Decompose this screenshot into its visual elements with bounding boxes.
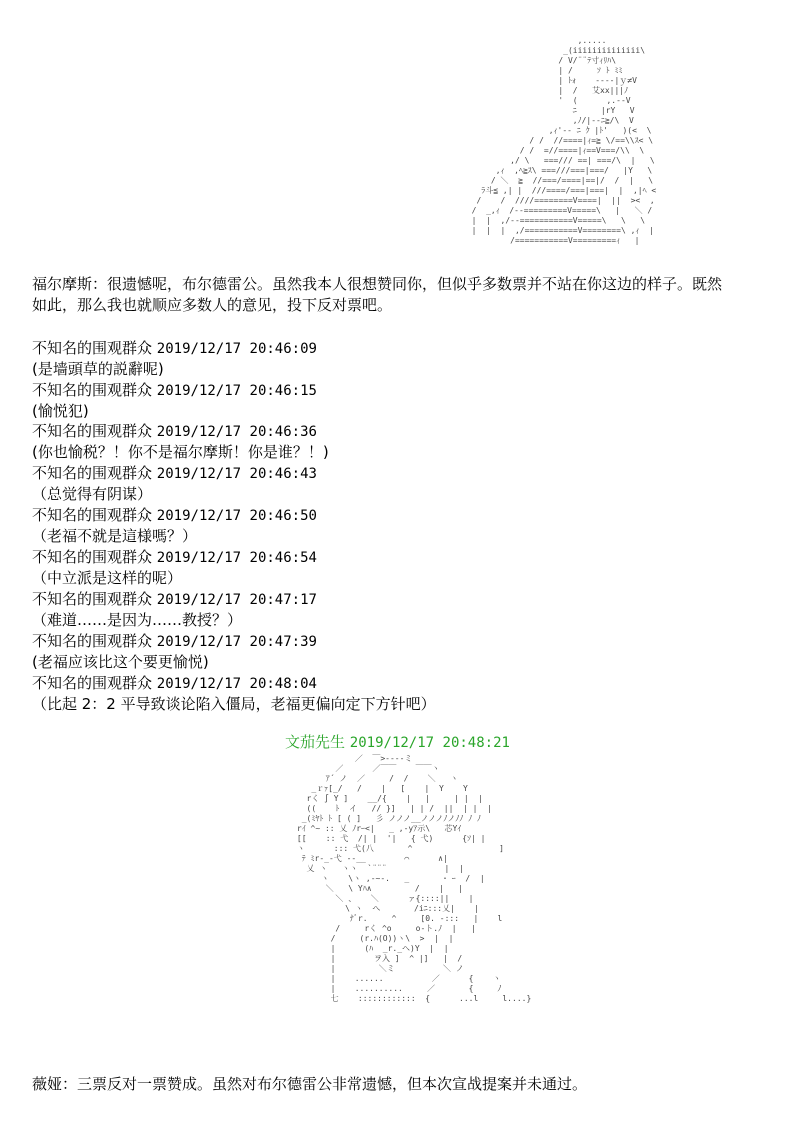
ascii-art-holmes: ,..... _(iiiiiiiiiiiiii\ / V/¨¨ﾃ寸ｨﾘﾊ\ | / ｿ ﾄ ﾐﾐ | ﾄｫ ----|ｙ≠V | / 艾xx|||ﾉ ' ( ,.--V ﾆ |rY V ,ﾉ/|--ﾆ≧/\ V ,ｨ'-- ﾆ ｸ |ﾄ' )(< \ / / //====|ｨ=≧ \/==\\ｽ< \ / / =//====|ｨ==V===/\\ \ ,/ \ ===/// ==| ===/\ | \ ,ｨ ,ﾍ≧ｽ\ ===///===|===/ |Y \ / ＼ ≧ //===/====|==|/ / | \ ﾗ斗≦ ,| | ///====/===|===| | ,|ﾍ < / / ////========V====| || >< , / _,ｨ /--=========V=====\ | ＼ / | | ,/--===========V=====\ \ \ | | | ,/===========V========\ ,ｨ | /===========V=========ｨ | [471,36,657,245]
comment-header: 不知名的围观群众 2019/12/17 20:46:09 [32,339,317,357]
comment-header: 不知名的围观群众 2019/12/17 20:46:54 [32,548,317,566]
comment-text: （比起 2：2 平导致谈论陷入僵局，老福更偏向定下方针吧） [32,695,436,713]
comment-header: 不知名的围观群众 2019/12/17 20:46:15 [32,381,317,399]
dialogue-text: 很遗憾呢，布尔德雷公。虽然我本人很想赞同你，但似乎多数票并不站在你这边的样子。既然 [107,275,723,293]
speaker-holmes: 福尔摩斯： [32,275,108,293]
comment-header: 不知名的围观群众 2019/12/17 20:46:36 [32,422,317,440]
comment-text: （总觉得有阴谋） [32,485,153,503]
via-dialogue-line [32,1074,587,1094]
comment-text: (是墙頭草的説辭呢) [32,360,164,378]
comment-text: (你也愉税？！你不是福尔摩斯！你是谁？！) [32,443,329,461]
comment-header: 不知名的围观群众 2019/12/17 20:47:17 [32,590,317,608]
comment-text: (愉悦犯) [32,402,89,420]
ascii-art-via: ／ ￣>‐---ミ ／ ／￣￣ ￣￣ヽ ｱ´ ノ ／ / / ＼ ヽ _ｒｧ[_/ / | [ | Y Y rく ∫ Y ] __/{ | | | | | (( ﾄ イ // }] | | / || | | | _(ﾐﾔﾄ ﾄ [ ( ] 彡 ノノノ__ノノノﾉノﾉﾉ ﾉ ﾉ rｲ ^~ :: 乂 ﾉrｰ<| _ ,-yｱ示\ 芯Yｲ [[ :: 弋 /| | '| { 弋) {ｿ| | ヽ ::: 弋(八 ^ ] ﾃ ﾐr-_-弋 ‐-__ ⌒ ∧| 乂 ヽ ヽヽ `¨¨¨ | | ヽ \ヽ ,-~-. _ ･ ｰ / | ＼ \ Yﾊ∧ / | | ＼ 、 ＼ ァ{::::|| | \ ヽ へ /iﾆ:::乂| | ﾅﾞr. ^ [0. -::: | l / rく ^o o-ト.ﾉ | | / (r.ﾊ(O))ヽ\ > | | | (ﾊ _r._ヘ)Y | | | ヲ入 ] ^ |] | / | ＼ミ ＼ ノ | ...... ／ { ヽ | .......... ／ { ﾉ 七 :::::::::::: { ...l l....} [296,754,532,1003]
author-header [285,732,510,753]
comment-header: 不知名的围观群众 2019/12/17 20:47:39 [32,632,317,650]
dialogue-text: 如此，那么我也就顺应多数人的意见，投下反对票吧。 [32,296,393,314]
comment-text: （老福不就是這様嗎？） [32,527,198,545]
comment-text: （中立派是这样的呢） [32,569,183,587]
comment-header: 不知名的围观群众 2019/12/17 20:46:50 [32,506,317,524]
author-time: 2019/12/17 20:48:21 [349,735,510,751]
author-name: 文茄先生 [285,733,346,751]
holmes-dialogue-line-1 [32,274,722,294]
dialogue-text: 三票反对一票赞成。虽然对布尔德雷公非常遗憾，但本次宣战提案并未通过。 [77,1075,588,1093]
comment-text: （难道……是因为……教授？） [32,611,243,629]
speaker-via: 薇娅： [32,1075,78,1093]
comment-text: (老福应该比这个要更愉悦) [32,653,209,671]
comment-header: 不知名的围观群众 2019/12/17 20:48:04 [32,674,317,692]
comment-header: 不知名的围观群众 2019/12/17 20:46:43 [32,464,317,482]
holmes-dialogue-line-2 [32,295,392,315]
